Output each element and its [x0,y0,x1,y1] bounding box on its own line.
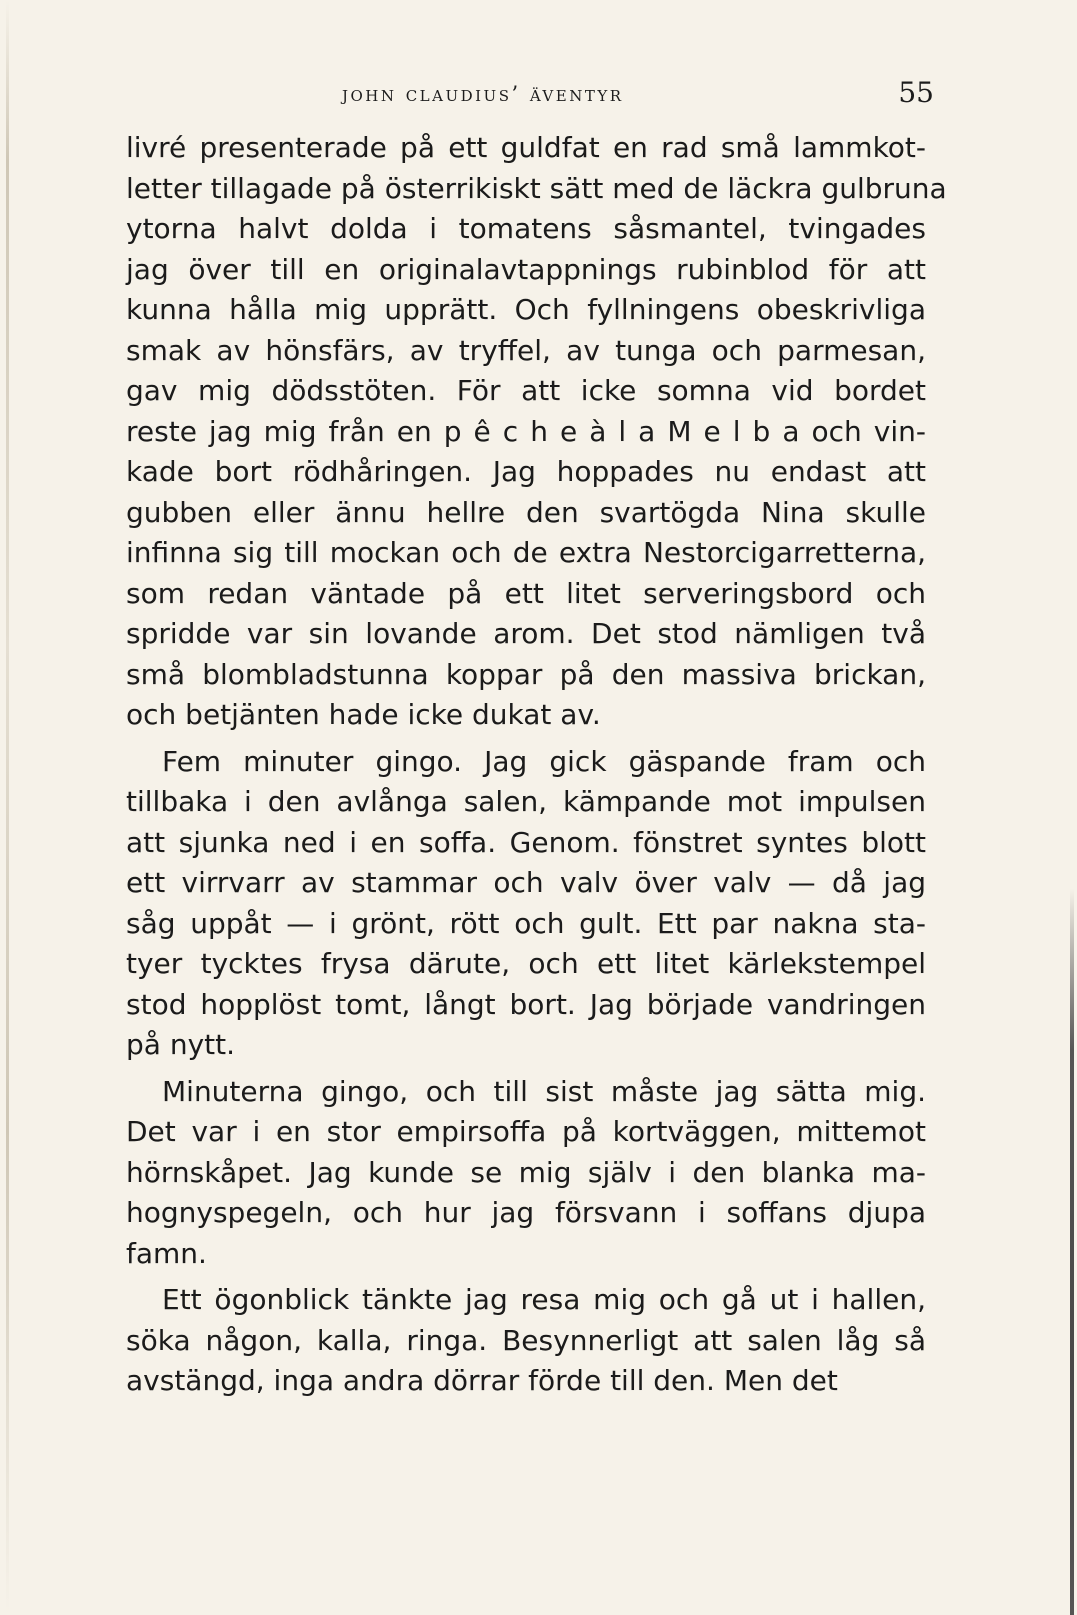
page-right-edge [1070,0,1074,1615]
text-line: livré presenterade på ett guldfat en rad små lammkot- [126,131,926,164]
text-line: jag över till en originalavtappnings rubinblod för att [126,252,926,286]
text-line: kade bort rödhåringen. Jag hoppades nu endast att [126,455,926,488]
body-text [126,128,947,1402]
text-line: letter tillagade på österrikiskt sätt med de läckra gulbruna [126,171,947,205]
text-line: gav mig dödsstöten. För att icke somna vid bordet [126,374,926,407]
text-line: Ett ögonblick tänkte jag resa mig och gå ut i hallen, [162,1283,926,1316]
text-line: hognyspegeln, och hur jag försvann i soffans djupa [126,1196,926,1229]
text-line: Fem minuter gingo. Jag gick gäspande fram och [162,744,926,778]
paragraph [126,128,947,736]
page-number: 55 [898,76,934,109]
text-line: gubben eller ännu hellre den svartögda Nina skulle [126,495,926,529]
text-line: att sjunka ned i en soffa. Genom. fönstret syntes blott [126,825,926,859]
paragraph [126,1280,926,1402]
text-line: avstängd, inga andra dörrar förde till den. Men det [126,1364,838,1397]
text-line: spridde var sin lovande arom. Det stod nämligen två [126,617,926,650]
text-line: små blombladstunna koppar på den massiva brickan, [126,657,926,691]
text-line: Det var i en stor empirsoffa på kortväggen, mittemot [126,1115,926,1148]
text-line: famn. [126,1236,207,1270]
running-head: john claudius’ äventyr [342,82,624,106]
text-line: hörnskåpet. Jag kunde se mig själv i den blanka ma- [126,1155,926,1189]
text-line: stod hopplöst tomt, långt bort. Jag började vandringen [126,987,926,1021]
page-header [126,72,934,116]
text-line: infinna sig till mockan och de extra Nestorcigarretterna, [126,536,926,569]
text-line: Minuterna gingo, och till sist måste jag sätta mig. [162,1074,926,1108]
text-line: och betjänten hade icke dukat av. [126,698,601,731]
text-line: reste jag mig från en p ê c h e à l a M e l b a och vin- [126,414,926,448]
text-line: smak av hönsfärs, av tryffel, av tunga och parmesan, [126,333,926,367]
text-line: ytorna halvt dolda i tomatens såsmantel, tvingades [126,212,926,245]
text-line: tyer tycktes frysa därute, och ett litet kärlekstempel [126,947,926,980]
page-left-edge [6,0,9,1615]
text-line: tillbaka i den avlånga salen, kämpande mot impulsen [126,785,926,818]
text-line: söka någon, kalla, ringa. Besynnerligt att salen låg så [126,1323,926,1357]
text-line: ett virrvarr av stammar och valv över valv — då jag [126,866,926,899]
text-line: såg uppåt — i grönt, rött och gult. Ett par nakna sta- [126,906,926,940]
paragraph [126,742,926,1066]
text-line: på nytt. [126,1028,236,1061]
text-line: som redan väntade på ett litet serveringsbord och [126,576,926,610]
text-line: kunna hålla mig upprätt. Och fyllningens obeskrivliga [126,293,926,326]
paragraph [126,1072,926,1275]
